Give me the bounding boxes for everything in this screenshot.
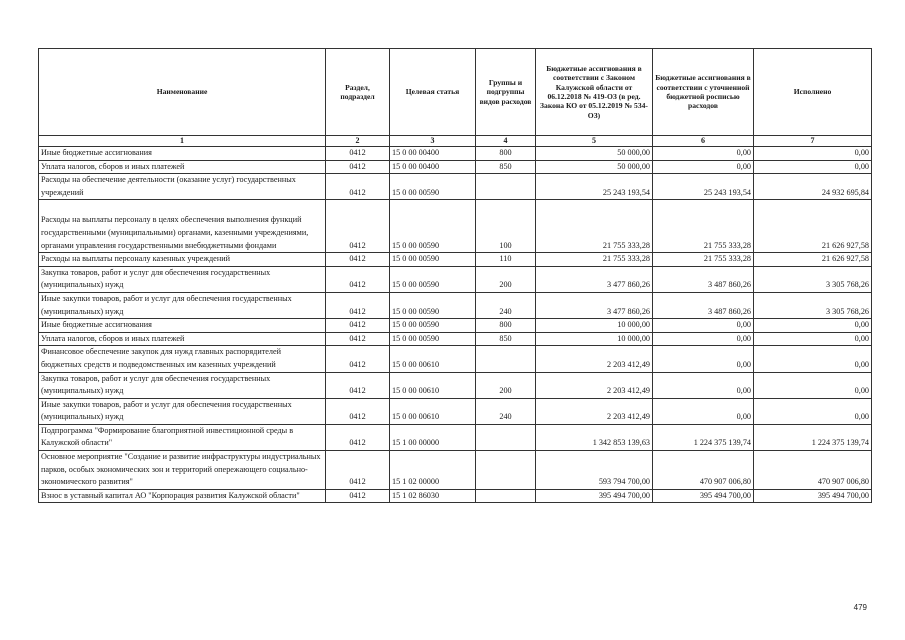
row-target: 15 0 00 00590 (390, 332, 476, 346)
row-revised-amount: 1 224 375 139,74 (653, 424, 754, 450)
row-revised-amount: 3 487 860,26 (653, 292, 754, 318)
row-executed-amount: 0,00 (754, 398, 872, 424)
row-law-amount: 593 794 700,00 (536, 451, 653, 490)
row-revised-amount: 3 487 860,26 (653, 266, 754, 292)
row-group: 800 (476, 147, 536, 161)
row-executed-amount: 3 305 768,26 (754, 266, 872, 292)
row-target: 15 0 00 00590 (390, 266, 476, 292)
row-name: Финансовое обеспечение закупок для нужд главных распорядителей бюджетных средств и подведомственных им казенных учреждений (39, 346, 326, 372)
row-section: 0412 (326, 319, 390, 333)
row-target: 15 0 00 00590 (390, 174, 476, 200)
row-group (476, 346, 536, 372)
row-law-amount: 21 755 333,28 (536, 200, 653, 253)
row-law-amount: 2 203 412,49 (536, 372, 653, 398)
row-revised-amount: 470 907 006,80 (653, 451, 754, 490)
row-section: 0412 (326, 451, 390, 490)
row-executed-amount: 0,00 (754, 346, 872, 372)
row-group: 240 (476, 292, 536, 318)
row-target: 15 0 00 00590 (390, 292, 476, 318)
row-section: 0412 (326, 292, 390, 318)
row-name: Уплата налогов, сборов и иных платежей (39, 160, 326, 174)
row-section: 0412 (326, 147, 390, 161)
table-row (39, 372, 872, 398)
header-row (39, 49, 872, 136)
row-executed-amount: 0,00 (754, 147, 872, 161)
row-section: 0412 (326, 372, 390, 398)
header-executed: Исполнено (754, 49, 872, 136)
page-number: 479 (853, 603, 867, 612)
table-row (39, 147, 872, 161)
table-row (39, 332, 872, 346)
row-name: Подпрограмма "Формирование благоприятной инвестиционной среды в Калужской области" (39, 424, 326, 450)
row-executed-amount: 0,00 (754, 332, 872, 346)
row-revised-amount: 0,00 (653, 346, 754, 372)
row-target: 15 0 00 00610 (390, 372, 476, 398)
table-row (39, 319, 872, 333)
row-revised-amount: 395 494 700,00 (653, 489, 754, 503)
row-target: 15 0 00 00590 (390, 253, 476, 267)
row-executed-amount: 21 626 927,58 (754, 253, 872, 267)
row-revised-amount: 0,00 (653, 147, 754, 161)
row-target: 15 1 02 86030 (390, 489, 476, 503)
row-target: 15 0 00 00590 (390, 200, 476, 253)
row-law-amount: 1 342 853 139,63 (536, 424, 653, 450)
row-name: Взнос в уставный капитал АО "Корпорация развития Калужской области" (39, 489, 326, 503)
table-row (39, 292, 872, 318)
row-name: Закупка товаров, работ и услуг для обеспечения государственных (муниципальных) нужд (39, 266, 326, 292)
column-number: 5 (536, 136, 653, 147)
table-row (39, 160, 872, 174)
row-name: Иные бюджетные ассигнования (39, 319, 326, 333)
row-section: 0412 (326, 160, 390, 174)
row-executed-amount: 1 224 375 139,74 (754, 424, 872, 450)
header-law: Бюджетные ассигнования в соответствии с Законом Калужской области от 06.12.2018 № 419-ОЗ (в ред. Закона КО от 05.12.2019 № 534-ОЗ) (536, 49, 653, 136)
row-law-amount: 395 494 700,00 (536, 489, 653, 503)
row-law-amount: 3 477 860,26 (536, 292, 653, 318)
header-section: Раздел, подраздел (326, 49, 390, 136)
column-number: 1 (39, 136, 326, 147)
header-group: Группы и подгруппы видов расходов (476, 49, 536, 136)
row-target: 15 0 00 00610 (390, 346, 476, 372)
row-executed-amount: 24 932 695,84 (754, 174, 872, 200)
row-law-amount: 21 755 333,28 (536, 253, 653, 267)
row-group (476, 174, 536, 200)
row-name: Иные закупки товаров, работ и услуг для обеспечения государственных (муниципальных) нужд (39, 398, 326, 424)
row-law-amount: 2 203 412,49 (536, 398, 653, 424)
row-group: 110 (476, 253, 536, 267)
row-section: 0412 (326, 424, 390, 450)
row-revised-amount: 0,00 (653, 332, 754, 346)
row-revised-amount: 0,00 (653, 160, 754, 174)
row-group (476, 451, 536, 490)
row-target: 15 0 00 00590 (390, 319, 476, 333)
column-number: 7 (754, 136, 872, 147)
row-group: 100 (476, 200, 536, 253)
row-executed-amount: 470 907 006,80 (754, 451, 872, 490)
row-section: 0412 (326, 398, 390, 424)
row-target: 15 1 02 00000 (390, 451, 476, 490)
row-revised-amount: 25 243 193,54 (653, 174, 754, 200)
row-section: 0412 (326, 346, 390, 372)
row-name: Иные закупки товаров, работ и услуг для обеспечения государственных (муниципальных) нужд (39, 292, 326, 318)
row-name: Расходы на выплаты персоналу в целях обеспечения выполнения функций государственными (муниципальными) органами, казенными учреждениями, органами управления государственными внебюджетными фондами (39, 200, 326, 253)
row-group: 200 (476, 266, 536, 292)
row-section: 0412 (326, 174, 390, 200)
row-name: Основное мероприятие "Создание и развитие инфраструктуры индустриальных парков, особых экономических зон и территорий опережающего социально-экономического развития" (39, 451, 326, 490)
row-executed-amount: 3 305 768,26 (754, 292, 872, 318)
row-law-amount: 2 203 412,49 (536, 346, 653, 372)
row-executed-amount: 395 494 700,00 (754, 489, 872, 503)
row-group (476, 489, 536, 503)
row-executed-amount: 0,00 (754, 372, 872, 398)
row-law-amount: 50 000,00 (536, 147, 653, 161)
row-group: 850 (476, 332, 536, 346)
table-row (39, 253, 872, 267)
row-group (476, 424, 536, 450)
row-executed-amount: 0,00 (754, 319, 872, 333)
table-row (39, 451, 872, 490)
row-revised-amount: 21 755 333,28 (653, 253, 754, 267)
row-group: 200 (476, 372, 536, 398)
table-row (39, 489, 872, 503)
header-name: Наименование (39, 49, 326, 136)
row-target: 15 0 00 00610 (390, 398, 476, 424)
table-row (39, 200, 872, 253)
row-target: 15 0 00 00400 (390, 160, 476, 174)
row-revised-amount: 0,00 (653, 372, 754, 398)
row-revised-amount: 0,00 (653, 398, 754, 424)
row-executed-amount: 21 626 927,58 (754, 200, 872, 253)
row-target: 15 0 00 00400 (390, 147, 476, 161)
row-law-amount: 25 243 193,54 (536, 174, 653, 200)
table-row (39, 266, 872, 292)
row-section: 0412 (326, 332, 390, 346)
table-row (39, 424, 872, 450)
row-group: 800 (476, 319, 536, 333)
row-name: Расходы на выплаты персоналу казенных учреждений (39, 253, 326, 267)
column-number: 6 (653, 136, 754, 147)
row-revised-amount: 0,00 (653, 319, 754, 333)
row-revised-amount: 21 755 333,28 (653, 200, 754, 253)
row-law-amount: 50 000,00 (536, 160, 653, 174)
row-section: 0412 (326, 266, 390, 292)
column-number: 4 (476, 136, 536, 147)
row-name: Уплата налогов, сборов и иных платежей (39, 332, 326, 346)
header-target: Целевая статья (390, 49, 476, 136)
row-section: 0412 (326, 253, 390, 267)
column-number: 2 (326, 136, 390, 147)
table-row (39, 398, 872, 424)
row-executed-amount: 0,00 (754, 160, 872, 174)
row-section: 0412 (326, 489, 390, 503)
row-target: 15 1 00 00000 (390, 424, 476, 450)
column-number-row (39, 136, 872, 147)
row-section: 0412 (326, 200, 390, 253)
row-group: 240 (476, 398, 536, 424)
row-law-amount: 3 477 860,26 (536, 266, 653, 292)
header-revised: Бюджетные ассигнования в соответствии с уточненной бюджетной росписью расходов (653, 49, 754, 136)
row-group: 850 (476, 160, 536, 174)
row-name: Расходы на обеспечение деятельности (оказание услуг) государственных учреждений (39, 174, 326, 200)
row-name: Закупка товаров, работ и услуг для обеспечения государственных (муниципальных) нужд (39, 372, 326, 398)
budget-table (38, 48, 872, 503)
table-row (39, 346, 872, 372)
row-law-amount: 10 000,00 (536, 319, 653, 333)
table-row (39, 174, 872, 200)
row-name: Иные бюджетные ассигнования (39, 147, 326, 161)
row-law-amount: 10 000,00 (536, 332, 653, 346)
column-number: 3 (390, 136, 476, 147)
